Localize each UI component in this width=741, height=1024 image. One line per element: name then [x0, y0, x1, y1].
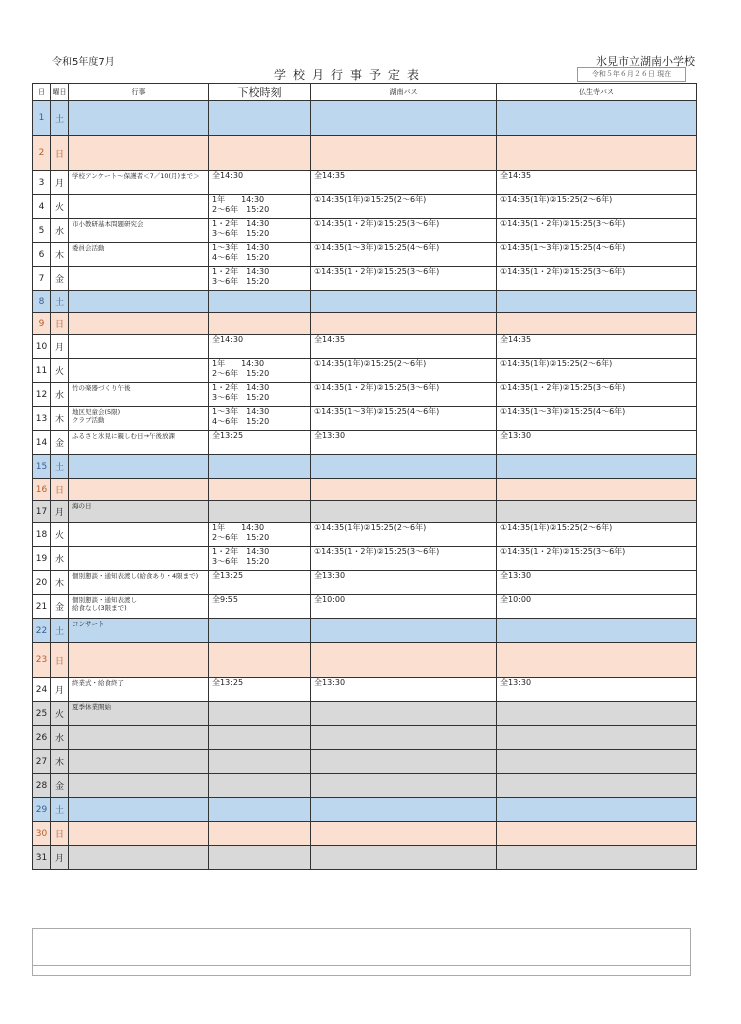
dismissal-cell: 全13:25	[209, 678, 311, 702]
event-cell: 個別懇談・通知表渡し(給食あり・4限まで)	[69, 571, 209, 595]
table-row	[33, 407, 697, 431]
konan-bus-cell: ①14:35(1年)②15:25(2～6年)	[311, 523, 497, 547]
weekday-cell: 金	[51, 774, 69, 798]
event-cell	[69, 750, 209, 774]
konan-bus-cell: ①14:35(1年)②15:25(2～6年)	[311, 195, 497, 219]
busshoji-bus-cell: ①14:35(1～3年)②15:25(4～6年)	[497, 243, 697, 267]
weekday-cell: 日	[51, 822, 69, 846]
weekday-cell: 金	[51, 267, 69, 291]
page-title: 学校月行事予定表	[273, 68, 426, 82]
table-row	[33, 313, 697, 335]
dismissal-cell: 全14:30	[209, 335, 311, 359]
table-row	[33, 702, 697, 726]
dismissal-cell	[209, 822, 311, 846]
table-row	[33, 678, 697, 702]
day-cell: 4	[33, 195, 51, 219]
dismissal-cell: 全14:30	[209, 171, 311, 195]
table-row	[33, 291, 697, 313]
weekday-cell: 木	[51, 243, 69, 267]
header-events: 行事	[69, 84, 209, 101]
dismissal-cell	[209, 643, 311, 678]
day-cell: 8	[33, 291, 51, 313]
dismissal-cell: 1・2年 14:30 3～6年 15:20	[209, 383, 311, 407]
dismissal-cell	[209, 313, 311, 335]
event-cell: コンサート	[69, 619, 209, 643]
dismissal-cell	[209, 455, 311, 479]
dismissal-cell	[209, 619, 311, 643]
weekday-cell: 土	[51, 455, 69, 479]
dismissal-cell: 1・2年 14:30 3～6年 15:20	[209, 547, 311, 571]
busshoji-bus-cell	[497, 455, 697, 479]
table-row	[33, 726, 697, 750]
busshoji-bus-cell: 全13:30	[497, 431, 697, 455]
busshoji-bus-cell	[497, 726, 697, 750]
day-cell: 23	[33, 643, 51, 678]
day-cell: 29	[33, 798, 51, 822]
notes-divider	[33, 965, 690, 966]
konan-bus-cell	[311, 101, 497, 136]
table-row	[33, 822, 697, 846]
dismissal-cell: 全9:55	[209, 595, 311, 619]
weekday-cell: 火	[51, 702, 69, 726]
busshoji-bus-cell: ①14:35(1・2年)②15:25(3～6年)	[497, 267, 697, 291]
day-cell: 16	[33, 479, 51, 501]
konan-bus-cell	[311, 136, 497, 171]
dismissal-cell: 1～3年 14:30 4～6年 15:20	[209, 243, 311, 267]
day-cell: 13	[33, 407, 51, 431]
weekday-cell: 土	[51, 798, 69, 822]
busshoji-bus-cell	[497, 774, 697, 798]
table-row	[33, 335, 697, 359]
header-weekday: 曜日	[51, 84, 69, 101]
konan-bus-cell: 全10:00	[311, 595, 497, 619]
busshoji-bus-cell: ①14:35(1年)②15:25(2～6年)	[497, 523, 697, 547]
header-day: 日	[33, 84, 51, 101]
table-row	[33, 195, 697, 219]
konan-bus-cell	[311, 846, 497, 870]
table-row	[33, 501, 697, 523]
busshoji-bus-cell	[497, 501, 697, 523]
table-row	[33, 547, 697, 571]
weekday-cell: 水	[51, 726, 69, 750]
day-cell: 19	[33, 547, 51, 571]
event-cell	[69, 643, 209, 678]
konan-bus-cell: ①14:35(1・2年)②15:25(3～6年)	[311, 219, 497, 243]
event-cell: 市小教研基本問題研究会	[69, 219, 209, 243]
event-cell: 地区児童会(5限) クラブ活動	[69, 407, 209, 431]
weekday-cell: 火	[51, 523, 69, 547]
dismissal-cell	[209, 101, 311, 136]
day-cell: 15	[33, 455, 51, 479]
day-cell: 21	[33, 595, 51, 619]
dismissal-cell: 全13:25	[209, 571, 311, 595]
event-cell	[69, 822, 209, 846]
konan-bus-cell	[311, 619, 497, 643]
day-cell: 5	[33, 219, 51, 243]
weekday-cell: 水	[51, 547, 69, 571]
konan-bus-cell	[311, 774, 497, 798]
day-cell: 10	[33, 335, 51, 359]
event-cell	[69, 267, 209, 291]
event-cell	[69, 774, 209, 798]
konan-bus-cell	[311, 750, 497, 774]
table-row	[33, 455, 697, 479]
konan-bus-cell: 全13:30	[311, 678, 497, 702]
weekday-cell: 金	[51, 595, 69, 619]
weekday-cell: 土	[51, 291, 69, 313]
busshoji-bus-cell	[497, 822, 697, 846]
weekday-cell: 月	[51, 678, 69, 702]
busshoji-bus-cell: ①14:35(1・2年)②15:25(3～6年)	[497, 219, 697, 243]
dismissal-cell: 1年 14:30 2～6年 15:20	[209, 523, 311, 547]
event-cell: 終業式・給食終了	[69, 678, 209, 702]
event-cell	[69, 313, 209, 335]
day-cell: 2	[33, 136, 51, 171]
busshoji-bus-cell: ①14:35(1年)②15:25(2～6年)	[497, 359, 697, 383]
dismissal-cell: 1年 14:30 2～6年 15:20	[209, 359, 311, 383]
weekday-cell: 日	[51, 136, 69, 171]
event-cell	[69, 291, 209, 313]
event-cell: 個別懇談・通知表渡し 給食なし(3限まで)	[69, 595, 209, 619]
event-cell: 海の日	[69, 501, 209, 523]
notes-box	[32, 928, 691, 976]
schedule-table	[32, 83, 697, 870]
weekday-cell: 木	[51, 407, 69, 431]
konan-bus-cell	[311, 455, 497, 479]
event-cell	[69, 479, 209, 501]
table-row	[33, 136, 697, 171]
event-cell	[69, 335, 209, 359]
konan-bus-cell	[311, 798, 497, 822]
day-cell: 22	[33, 619, 51, 643]
day-cell: 17	[33, 501, 51, 523]
busshoji-bus-cell	[497, 291, 697, 313]
busshoji-bus-cell: 全14:35	[497, 335, 697, 359]
as-of-date: 令和５年６月２６日 現在	[577, 67, 686, 82]
busshoji-bus-cell	[497, 846, 697, 870]
event-cell	[69, 101, 209, 136]
konan-bus-cell: ①14:35(1～3年)②15:25(4～6年)	[311, 407, 497, 431]
day-cell: 3	[33, 171, 51, 195]
dismissal-cell	[209, 774, 311, 798]
busshoji-bus-cell	[497, 750, 697, 774]
day-cell: 1	[33, 101, 51, 136]
day-cell: 6	[33, 243, 51, 267]
konan-bus-cell	[311, 726, 497, 750]
weekday-cell: 月	[51, 171, 69, 195]
konan-bus-cell: 全13:30	[311, 431, 497, 455]
event-cell: 竹の楽器づくり午後	[69, 383, 209, 407]
dismissal-cell	[209, 798, 311, 822]
table-row	[33, 595, 697, 619]
busshoji-bus-cell: ①14:35(1・2年)②15:25(3～6年)	[497, 383, 697, 407]
dismissal-cell	[209, 702, 311, 726]
busshoji-bus-cell	[497, 313, 697, 335]
table-row	[33, 243, 697, 267]
day-cell: 11	[33, 359, 51, 383]
weekday-cell: 木	[51, 750, 69, 774]
weekday-cell: 日	[51, 479, 69, 501]
table-row	[33, 643, 697, 678]
header-busshoji-bus: 仏生寺バス	[497, 84, 697, 101]
weekday-cell: 月	[51, 501, 69, 523]
event-cell: 学校アンケート～保護者＜7／10(月)まで＞	[69, 171, 209, 195]
konan-bus-cell: 全14:35	[311, 171, 497, 195]
busshoji-bus-cell: 全10:00	[497, 595, 697, 619]
table-row	[33, 383, 697, 407]
event-cell	[69, 523, 209, 547]
dismissal-cell	[209, 136, 311, 171]
busshoji-bus-cell	[497, 479, 697, 501]
event-cell: 夏季休業開始	[69, 702, 209, 726]
busshoji-bus-cell: 全14:35	[497, 171, 697, 195]
busshoji-bus-cell: 全13:30	[497, 678, 697, 702]
konan-bus-cell	[311, 501, 497, 523]
header-konan-bus: 湖南バス	[311, 84, 497, 101]
weekday-cell: 日	[51, 313, 69, 335]
day-cell: 25	[33, 702, 51, 726]
konan-bus-cell	[311, 822, 497, 846]
table-row	[33, 846, 697, 870]
event-cell: 委員会活動	[69, 243, 209, 267]
day-cell: 20	[33, 571, 51, 595]
weekday-cell: 月	[51, 335, 69, 359]
konan-bus-cell	[311, 291, 497, 313]
day-cell: 7	[33, 267, 51, 291]
table-row	[33, 774, 697, 798]
dismissal-cell: 1・2年 14:30 3～6年 15:20	[209, 219, 311, 243]
weekday-cell: 木	[51, 571, 69, 595]
dismissal-cell: 全13:25	[209, 431, 311, 455]
table-row	[33, 267, 697, 291]
event-cell	[69, 726, 209, 750]
table-row	[33, 171, 697, 195]
day-cell: 12	[33, 383, 51, 407]
dismissal-cell	[209, 846, 311, 870]
day-cell: 9	[33, 313, 51, 335]
event-cell	[69, 195, 209, 219]
busshoji-bus-cell	[497, 619, 697, 643]
day-cell: 14	[33, 431, 51, 455]
busshoji-bus-cell	[497, 702, 697, 726]
dismissal-cell	[209, 726, 311, 750]
busshoji-bus-cell	[497, 136, 697, 171]
event-cell	[69, 359, 209, 383]
header-dismissal: 下校時刻	[209, 84, 311, 101]
day-cell: 24	[33, 678, 51, 702]
table-row	[33, 571, 697, 595]
busshoji-bus-cell: ①14:35(1・2年)②15:25(3～6年)	[497, 547, 697, 571]
konan-bus-cell: ①14:35(1～3年)②15:25(4～6年)	[311, 243, 497, 267]
konan-bus-cell	[311, 643, 497, 678]
table-row	[33, 431, 697, 455]
weekday-cell: 火	[51, 195, 69, 219]
weekday-cell: 月	[51, 846, 69, 870]
dismissal-cell	[209, 750, 311, 774]
konan-bus-cell: ①14:35(1年)②15:25(2～6年)	[311, 359, 497, 383]
event-cell: ふるさと氷見に親しむ日→午後放課	[69, 431, 209, 455]
table-row	[33, 359, 697, 383]
table-row	[33, 101, 697, 136]
konan-bus-cell: ①14:35(1・2年)②15:25(3～6年)	[311, 547, 497, 571]
schedule-body	[33, 101, 697, 870]
event-cell	[69, 547, 209, 571]
busshoji-bus-cell	[497, 643, 697, 678]
weekday-cell: 水	[51, 383, 69, 407]
busshoji-bus-cell: ①14:35(1年)②15:25(2～6年)	[497, 195, 697, 219]
weekday-cell: 火	[51, 359, 69, 383]
busshoji-bus-cell	[497, 798, 697, 822]
konan-bus-cell: 全14:35	[311, 335, 497, 359]
table-row	[33, 523, 697, 547]
dismissal-cell	[209, 479, 311, 501]
table-header-row	[33, 84, 697, 101]
event-cell	[69, 846, 209, 870]
fiscal-month-label: 令和5年度7月	[52, 57, 115, 68]
weekday-cell: 金	[51, 431, 69, 455]
konan-bus-cell: ①14:35(1・2年)②15:25(3～6年)	[311, 383, 497, 407]
table-row	[33, 479, 697, 501]
day-cell: 26	[33, 726, 51, 750]
school-name: 氷見市立湖南小学校	[596, 55, 695, 68]
table-row	[33, 798, 697, 822]
konan-bus-cell	[311, 702, 497, 726]
dismissal-cell	[209, 501, 311, 523]
event-cell	[69, 136, 209, 171]
day-cell: 28	[33, 774, 51, 798]
weekday-cell: 土	[51, 101, 69, 136]
busshoji-bus-cell	[497, 101, 697, 136]
weekday-cell: 水	[51, 219, 69, 243]
day-cell: 18	[33, 523, 51, 547]
table-row	[33, 750, 697, 774]
event-cell	[69, 455, 209, 479]
dismissal-cell: 1年 14:30 2～6年 15:20	[209, 195, 311, 219]
day-cell: 30	[33, 822, 51, 846]
konan-bus-cell: ①14:35(1・2年)②15:25(3～6年)	[311, 267, 497, 291]
weekday-cell: 土	[51, 619, 69, 643]
konan-bus-cell	[311, 479, 497, 501]
konan-bus-cell	[311, 313, 497, 335]
busshoji-bus-cell: ①14:35(1～3年)②15:25(4～6年)	[497, 407, 697, 431]
konan-bus-cell: 全13:30	[311, 571, 497, 595]
event-cell	[69, 798, 209, 822]
day-cell: 31	[33, 846, 51, 870]
busshoji-bus-cell: 全13:30	[497, 571, 697, 595]
day-cell: 27	[33, 750, 51, 774]
table-row	[33, 219, 697, 243]
weekday-cell: 日	[51, 643, 69, 678]
table-row	[33, 619, 697, 643]
dismissal-cell	[209, 291, 311, 313]
dismissal-cell: 1～3年 14:30 4～6年 15:20	[209, 407, 311, 431]
dismissal-cell: 1・2年 14:30 3～6年 15:20	[209, 267, 311, 291]
